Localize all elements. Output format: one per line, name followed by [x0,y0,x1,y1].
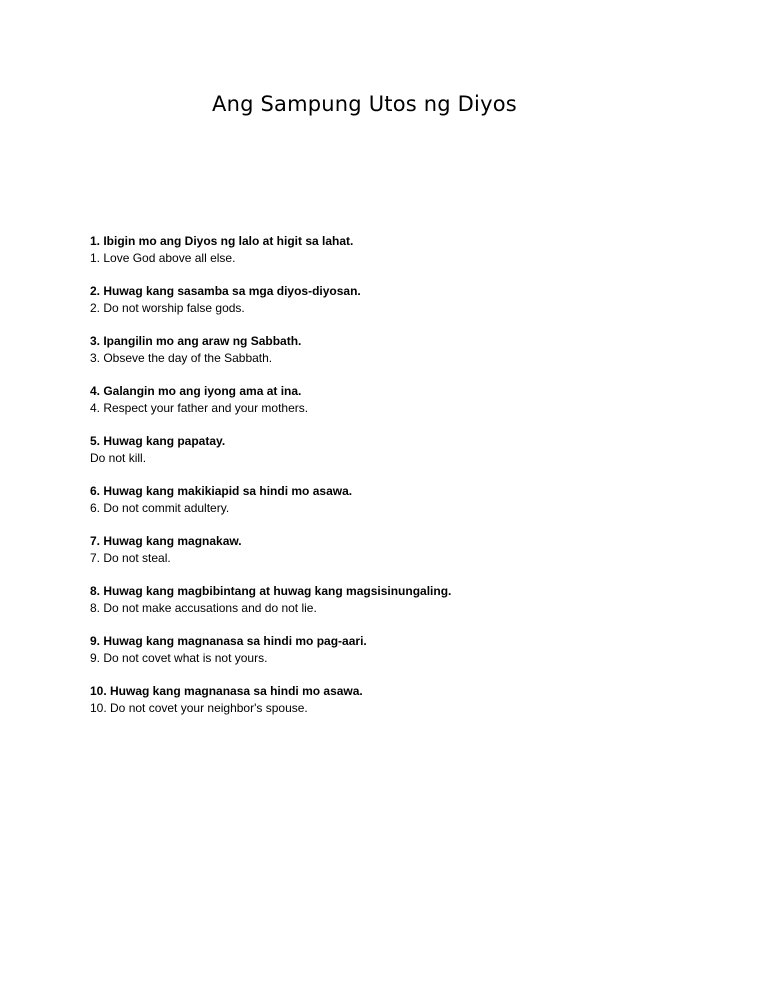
commandment-english: 6. Do not commit adultery. [90,500,230,515]
commandment-tagalog: 9. Huwag kang magnanasa sa hindi mo pag-aari. [90,634,367,648]
commandment-tagalog: 7. Huwag kang magnakaw. [90,534,242,548]
commandment-english: 9. Do not covet what is not yours. [90,650,268,665]
document-title: Ang Sampung Utos ng Diyos [212,92,517,116]
commandment-tagalog: 4. Galangin mo ang iyong ama at ina. [90,384,302,398]
commandment-english: 3. Obseve the day of the Sabbath. [90,350,273,365]
commandment-tagalog: 6. Huwag kang makikiapid sa hindi mo asawa. [90,484,353,498]
commandment-tagalog: 10. Huwag kang magnanasa sa hindi mo asawa. [90,684,363,698]
commandment-english: Do not kill. [90,450,147,465]
commandment-item [90,533,690,583]
commandment-item [90,233,690,283]
commandment-english: 10. Do not covet your neighbor's spouse. [90,700,308,715]
commandment-item [90,633,690,683]
commandment-tagalog: 5. Huwag kang papatay. [90,434,226,448]
commandment-english: 2. Do not worship false gods. [90,300,245,315]
commandment-english: 7. Do not steal. [90,550,171,565]
commandment-item [90,583,690,633]
commandment-item [90,483,690,533]
commandment-tagalog: 2. Huwag kang sasamba sa mga diyos-diyosan. [90,284,361,298]
commandment-tagalog: 8. Huwag kang magbibintang at huwag kang magsisinungaling. [90,584,452,598]
commandment-english: 1. Love God above all else. [90,250,236,265]
commandment-english: 8. Do not make accusations and do not lie. [90,600,317,615]
commandment-tagalog: 1. Ibigin mo ang Diyos ng lalo at higit sa lahat. [90,234,354,248]
commandment-tagalog: 3. Ipangilin mo ang araw ng Sabbath. [90,334,302,348]
commandment-item [90,283,690,333]
commandment-item [90,333,690,383]
commandment-english: 4. Respect your father and your mothers. [90,400,309,415]
commandment-item [90,433,690,483]
commandments-list [90,233,690,733]
commandment-item [90,683,690,733]
commandment-item [90,383,690,433]
